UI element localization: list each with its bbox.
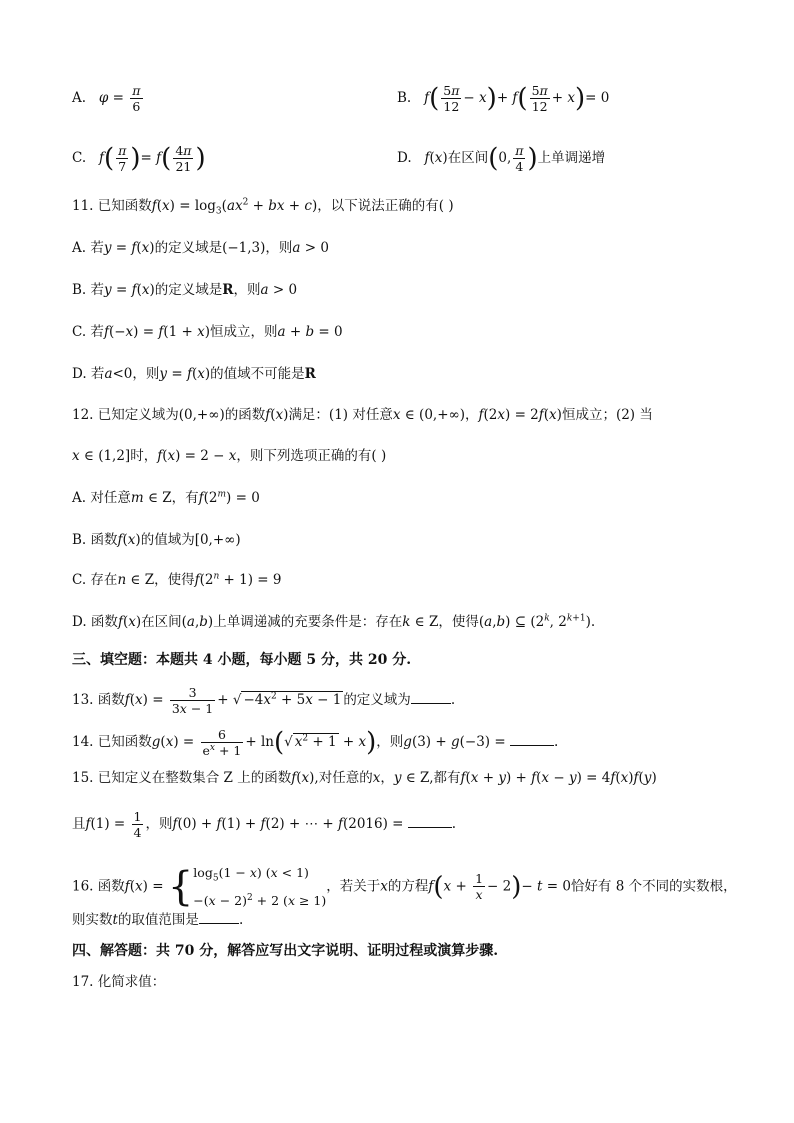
q14: 14. 已知函数g(x) = $\frac{6}{e^x + 1}$ + ln(√ $x^2 + 1 + x$)，则g(3) + g(−3) = . [72, 727, 559, 758]
q13-answer-blank[interactable] [411, 691, 451, 704]
q11-option-b: B. 若y = f(x)的定义域是R，则a > 0 [72, 282, 298, 298]
section-4-heading: 四、解答题：共 70 分，解答应写出文字说明、证明过程或演算步骤. [72, 943, 499, 959]
q11-option-c: C. 若f(−x) = f(1 + x)恒成立，则a + b = 0 [72, 324, 343, 340]
q12-option-d: D. 函数f(x)在区间(a,b)上单调递减的充要条件是：存在k ∈ Z，使得(a,b) ⊆ (2$^k$, $2^{k+1}$). [72, 613, 596, 630]
q17: 17. 化简求值： [72, 974, 166, 990]
q12-option-c: C. 存在n ∈ Z，使得$f(2^n + 1) = 9$ [72, 571, 282, 588]
q10-option-c: C. f( $\frac{\pi}{7}$ )= f( $\frac{4\pi}{21}$ ) [72, 143, 206, 174]
q15-line2: 且f(1) = $\frac{1}{4}$ ，则f(0) + f(1) + f(2) + ⋯ + f(2016) = . [72, 809, 457, 840]
q12-option-a: A. 对任意m ∈ Z，有$f(2^m) = 0$ [72, 489, 260, 506]
q12-stem-line2: x ∈ (1,2]时，f(x) = 2 − x，则下列选项正确的有( ) [72, 448, 387, 464]
q10-option-d: D. f(x)在区间(0, $\frac{\pi}{4}$ )上单调递增 [397, 143, 606, 174]
q16-answer-blank[interactable] [199, 911, 239, 924]
q11-option-d: D. 若a<0，则y = f(x)的值域不可能是R [72, 366, 316, 382]
q10-option-b: B. f( $\frac{5\pi}{12}$ − x)+ f( $\frac{5\pi}{12}$ + x)= 0 [397, 83, 610, 114]
q16-line1: 16. 函数f(x) = { $\log_5(1 - x) (x < 1)$ $-(x - 2)^2 + 2$ (x ≥ 1) ，若关于x的方程f(x + $\frac{1}{x}$ − 2)− t = 0恰好有 8 个不同的实数根， [72, 863, 737, 910]
section-3-heading: 三、填空题：本题共 4 小题，每小题 5 分，共 20 分. [72, 652, 412, 668]
q15-line1: 15. 已知定义在整数集合 Z 上的函数f(x),对任意的x，y ∈ Z,都有f(x + y) + f(x − y) = 4f(x)f(y) [72, 770, 657, 786]
q11-stem: 11. 已知函数$f(x) = \log_3(ax^2$ + bx + c)，以下说法正确的有( ) [72, 197, 454, 217]
q13: 13. 函数f(x) = $\frac{3}{3x - 1}$ + √ $-4x^2 + 5x - 1$ 的定义域为 . [72, 685, 456, 716]
q12-option-b: B. 函数f(x)的值域为[0,+∞) [72, 532, 241, 548]
q15-answer-blank[interactable] [408, 815, 452, 828]
q12-stem-line1: 12. 已知定义域为(0,+∞)的函数f(x)满足：(1) 对任意x ∈ (0,+∞)，f(2x) = 2f(x)恒成立；(2) 当 [72, 407, 653, 423]
q16-line2: 则实数t的取值范围是 . [72, 912, 244, 928]
q10-option-a: A. φ = $\frac{\pi}{6}$ [72, 83, 141, 114]
q14-answer-blank[interactable] [510, 733, 554, 746]
q11-option-a: A. 若y = f(x)的定义域是(−1,3)，则a > 0 [72, 240, 329, 256]
